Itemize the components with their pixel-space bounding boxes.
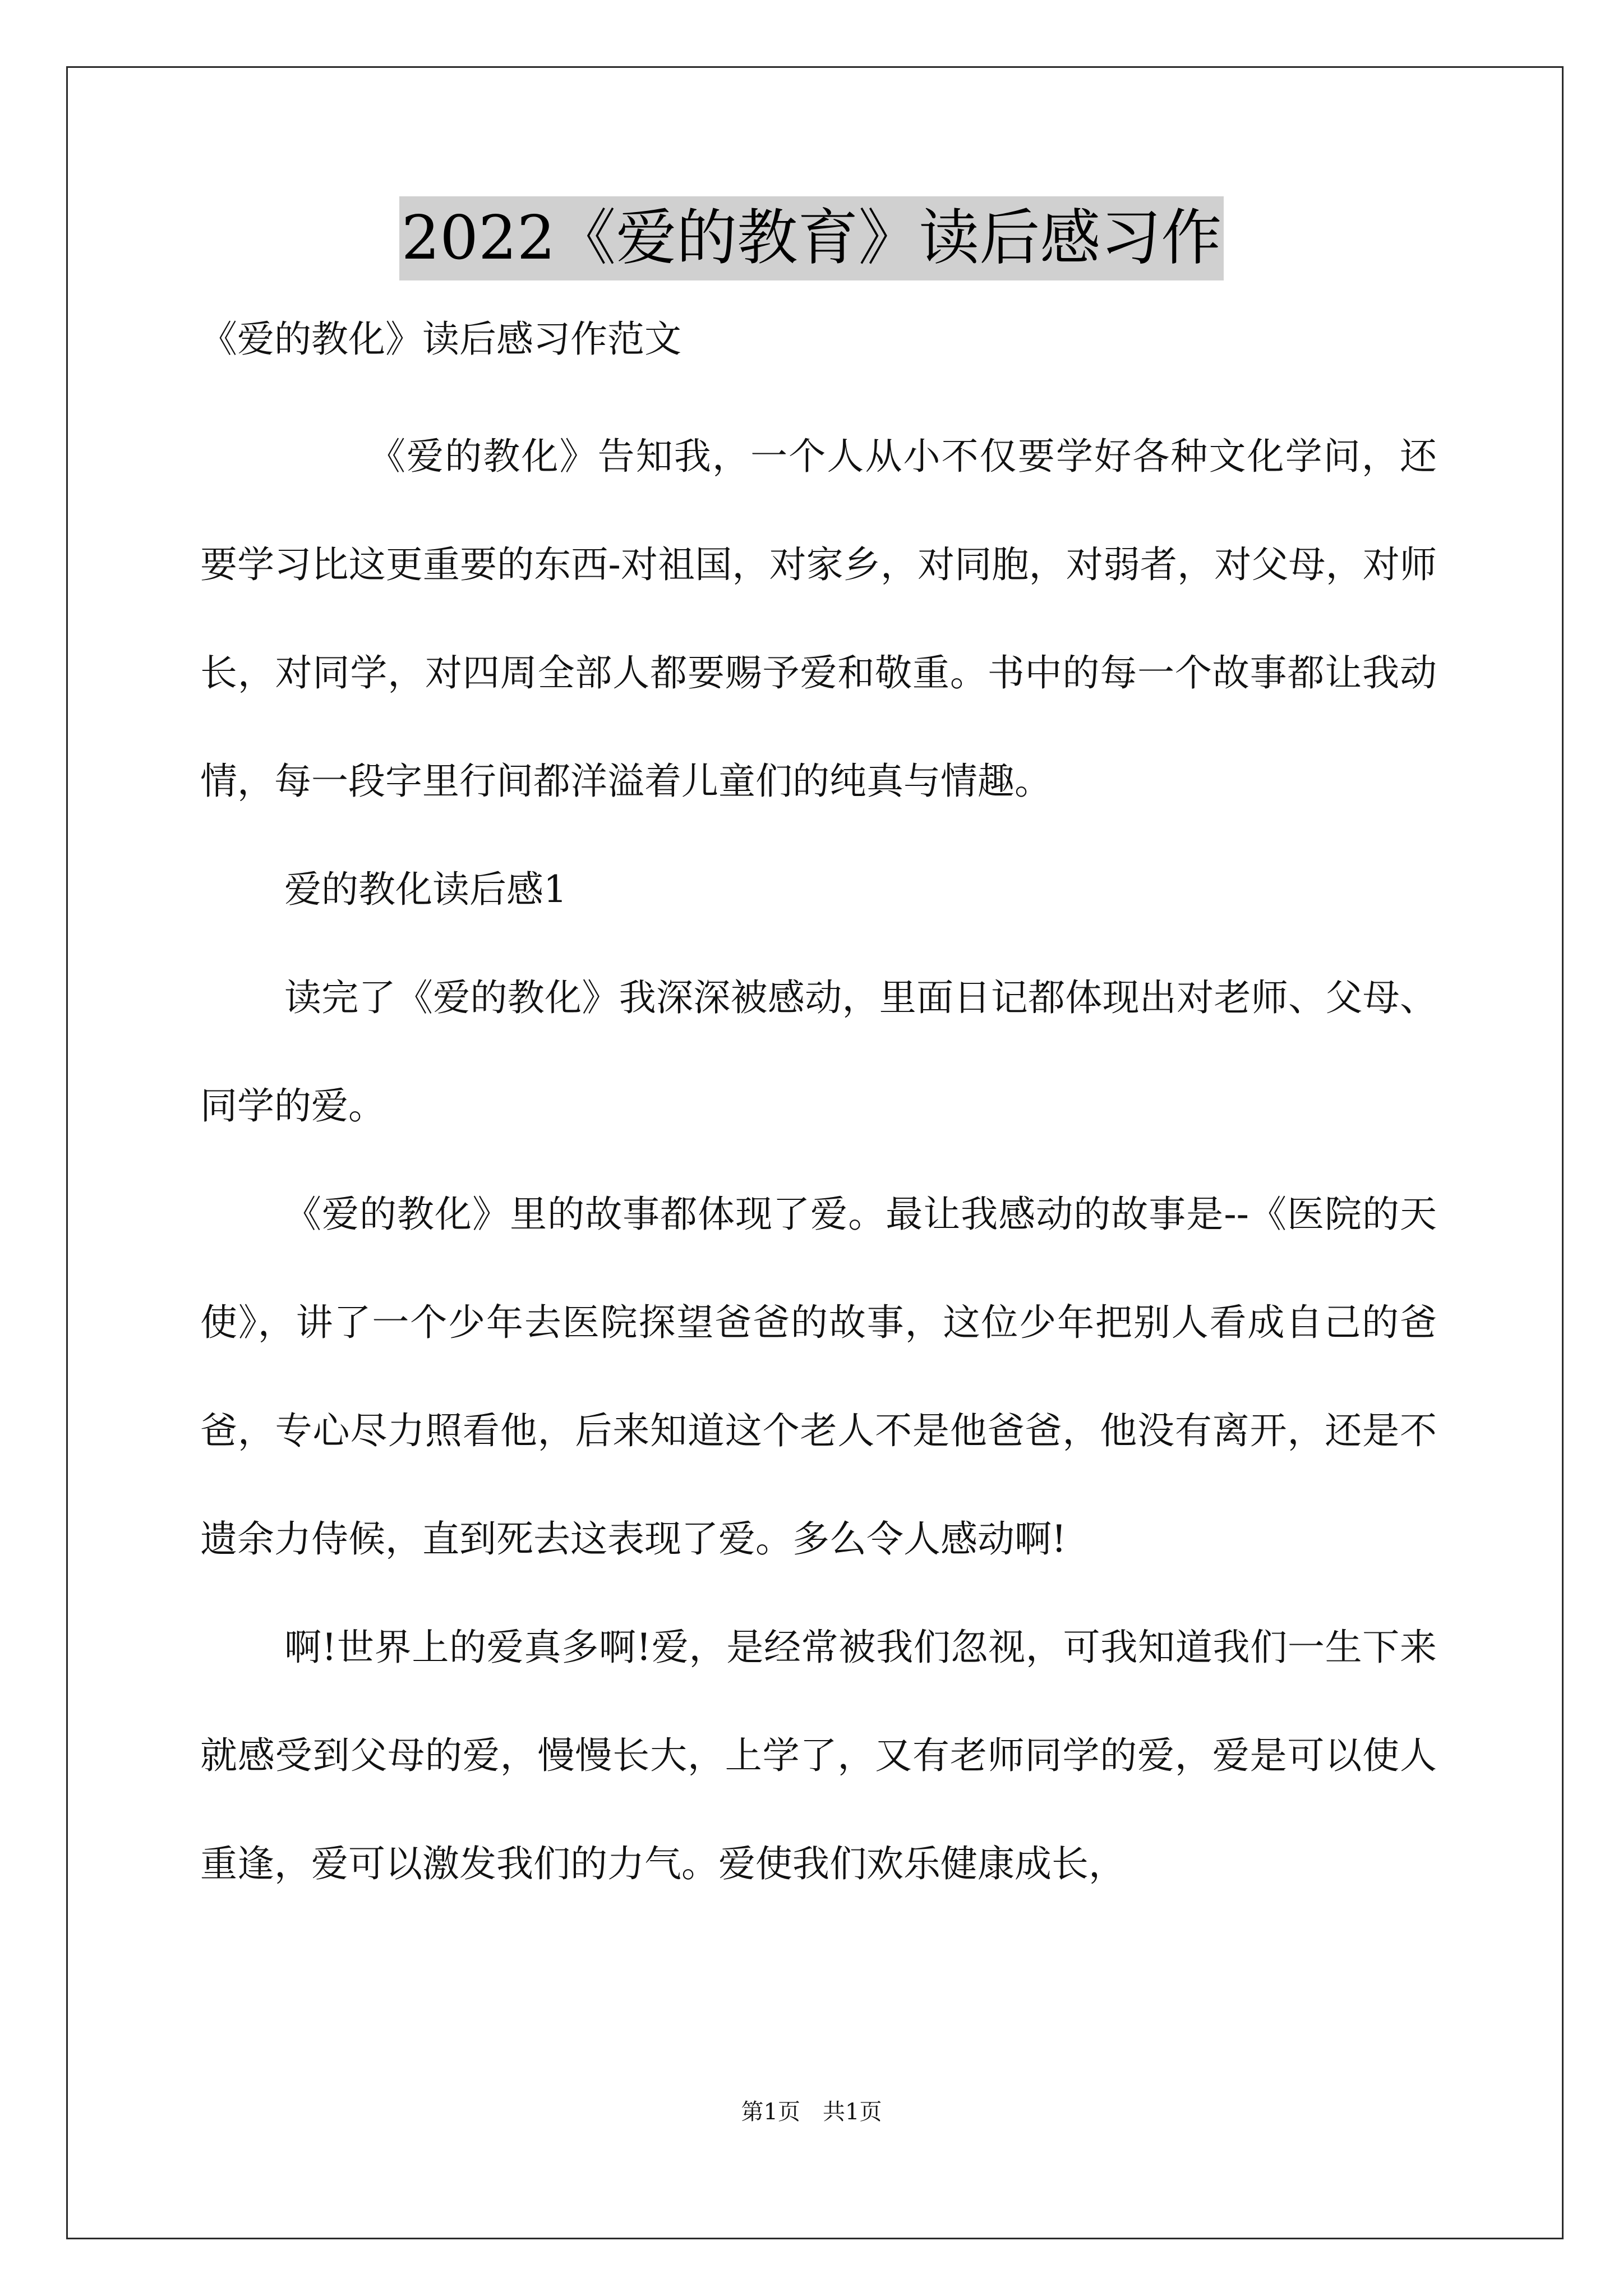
document-body	[200, 311, 1437, 1918]
paragraph-3: 《爱的教化》里的故事都体现了爱。最让我感动的故事是--《医院的天使》，讲了一个少年去医院探望爸爸的故事，这位少年把别人看成自己的爸爸，专心尽力照看他，后来知道这个老人不是他爸爸，他没有离开，还是不遗余力侍候，直到死去这表现了爱。多么令人感动啊!	[200, 1193, 1437, 1561]
paragraph-4: 啊!世界上的爱真多啊!爱，是经常被我们忽视，可我知道我们一生下来就感受到父母的爱，慢慢长大，上学了，又有老师同学的爱，爱是可以使人重逢，爱可以激发我们的力气。爱使我们欢乐健康成长，	[200, 1626, 1437, 1885]
paragraph-2: 读完了《爱的教化》我深深被感动，里面日记都体现出对老师、父母、同学的爱。	[200, 976, 1437, 1128]
page-footer: 第1页 共1页	[741, 2099, 882, 2125]
section-heading: 爱的教化读后感1	[284, 868, 567, 911]
document-subtitle: 《爱的教化》读后感习作范文	[200, 318, 681, 361]
title-container	[0, 196, 1623, 280]
paragraph-1: 《爱的教化》告知我，一个人从小不仅要学好各种文化学问，还要学习比这更重要的东西-对祖国，对家乡，对同胞，对弱者，对父母，对师长，对同学，对四周全部人都要赐予爱和敬重。书中的每一个故事都让我动情，每一段字里行间都洋溢着儿童们的纯真与情趣。	[200, 435, 1437, 803]
document-title: 2022《爱的教育》读后感习作	[399, 196, 1224, 280]
